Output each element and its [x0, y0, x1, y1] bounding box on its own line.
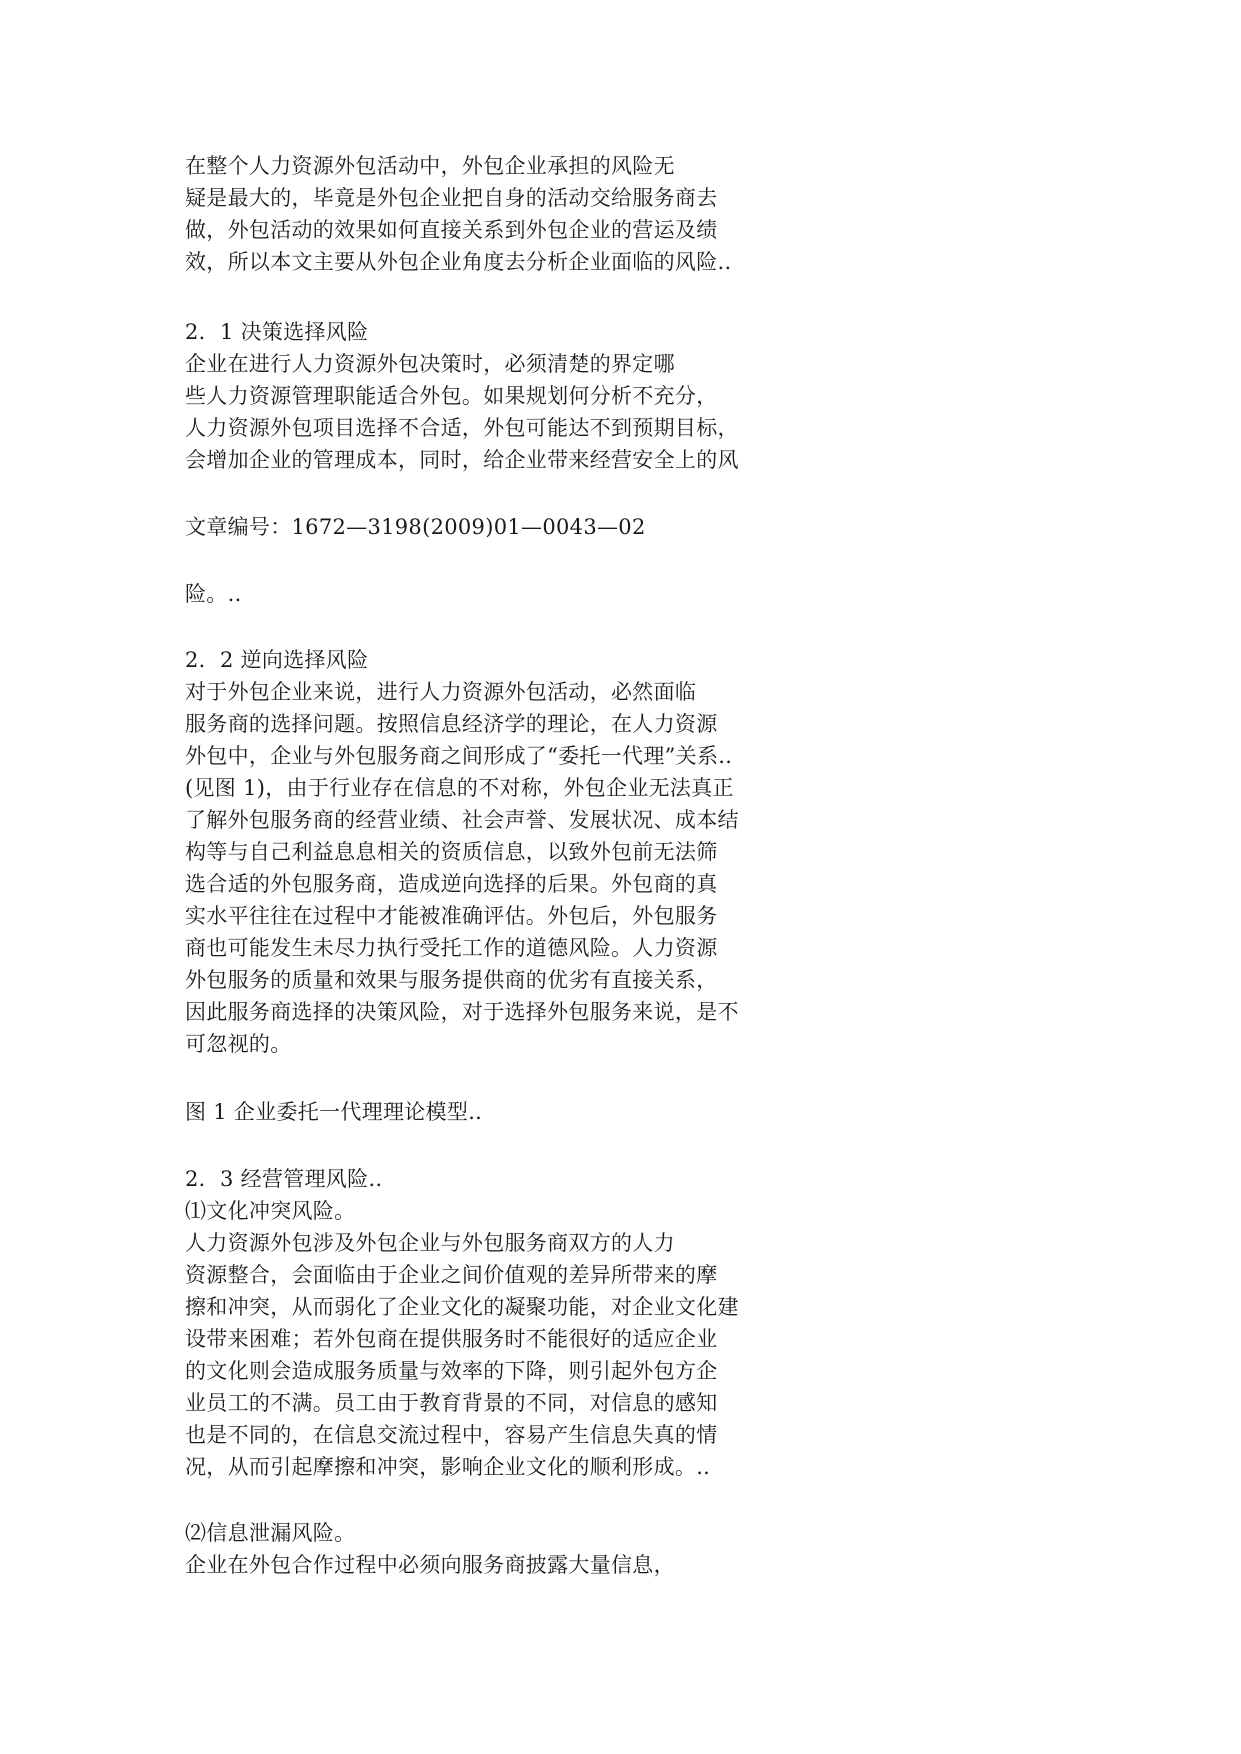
text-line: 也是不同的，在信息交流过程中，容易产生信息失真的情 — [185, 1423, 718, 1447]
text-line: 会增加企业的管理成本，同时，给企业带来经营安全上的风 — [185, 448, 739, 472]
text-line: 擦和冲突，从而弱化了企业文化的凝聚功能，对企业文化建 — [185, 1295, 739, 1319]
section-heading: 2．1 决策选择风险 — [185, 320, 369, 344]
section-heading: 2．3 经营管理风险.. — [185, 1167, 383, 1191]
text-line: 的文化则会造成服务质量与效率的下降，则引起外包方企 — [185, 1359, 718, 1383]
text-line: 企业在外包合作过程中必须向服务商披露大量信息， — [185, 1553, 675, 1577]
text-line: 人力资源外包项目选择不合适，外包可能达不到预期目标， — [185, 416, 739, 440]
text-line: 构等与自己利益息息相关的资质信息，以致外包前无法筛 — [185, 840, 718, 864]
text-line: 些人力资源管理职能适合外包。如果规划何分析不充分， — [185, 384, 718, 408]
figure-caption: 图 1 企业委托一代理理论模型.. — [185, 1100, 483, 1124]
text-line: 设带来困难；若外包商在提供服务时不能很好的适应企业 — [185, 1327, 718, 1351]
subsection-heading: ⑵信息泄漏风险。 — [185, 1521, 356, 1545]
text-line: (见图 1)，由于行业存在信息的不对称，外包企业无法真正 — [185, 776, 734, 800]
text-line: 外包中，企业与外包服务商之间形成了“委托一代理”关系.. — [185, 744, 733, 768]
text-line: 服务商的选择问题。按照信息经济学的理论，在人力资源 — [185, 712, 718, 736]
text-line: 在整个人力资源外包活动中，外包企业承担的风险无 — [185, 154, 675, 178]
text-line: 外包服务的质量和效果与服务提供商的优劣有直接关系， — [185, 968, 718, 992]
article-number: 文章编号：1672—3198(2009)01—0043—02 — [185, 515, 646, 539]
text-line: 了解外包服务商的经营业绩、社会声誉、发展状况、成本结 — [185, 808, 739, 832]
subsection-heading: ⑴文化冲突风险。 — [185, 1199, 356, 1223]
text-line: 况，从而引起摩擦和冲突，影响企业文化的顺利形成。.. — [185, 1455, 711, 1479]
text-line: 因此服务商选择的决策风险，对于选择外包服务来说，是不 — [185, 1000, 739, 1024]
text-line: 实水平往往在过程中才能被准确评估。外包后，外包服务 — [185, 904, 718, 928]
text-line: 险。.. — [185, 582, 242, 606]
section-heading: 2．2 逆向选择风险 — [185, 648, 369, 672]
text-line: 做，外包活动的效果如何直接关系到外包企业的营运及绩 — [185, 218, 718, 242]
text-line: 效，所以本文主要从外包企业角度去分析企业面临的风险.. — [185, 250, 732, 274]
text-line: 资源整合，会面临由于企业之间价值观的差异所带来的摩 — [185, 1263, 718, 1287]
text-line: 企业在进行人力资源外包决策时，必须清楚的界定哪 — [185, 352, 675, 376]
text-line: 业员工的不满。员工由于教育背景的不同，对信息的感知 — [185, 1391, 718, 1415]
text-line: 疑是最大的，毕竟是外包企业把自身的活动交给服务商去 — [185, 186, 718, 210]
text-line: 商也可能发生未尽力执行受托工作的道德风险。人力资源 — [185, 936, 718, 960]
text-line: 人力资源外包涉及外包企业与外包服务商双方的人力 — [185, 1231, 675, 1255]
text-line: 对于外包企业来说，进行人力资源外包活动，必然面临 — [185, 680, 697, 704]
text-line: 可忽视的。 — [185, 1032, 292, 1056]
text-line: 选合适的外包服务商，造成逆向选择的后果。外包商的真 — [185, 872, 718, 896]
